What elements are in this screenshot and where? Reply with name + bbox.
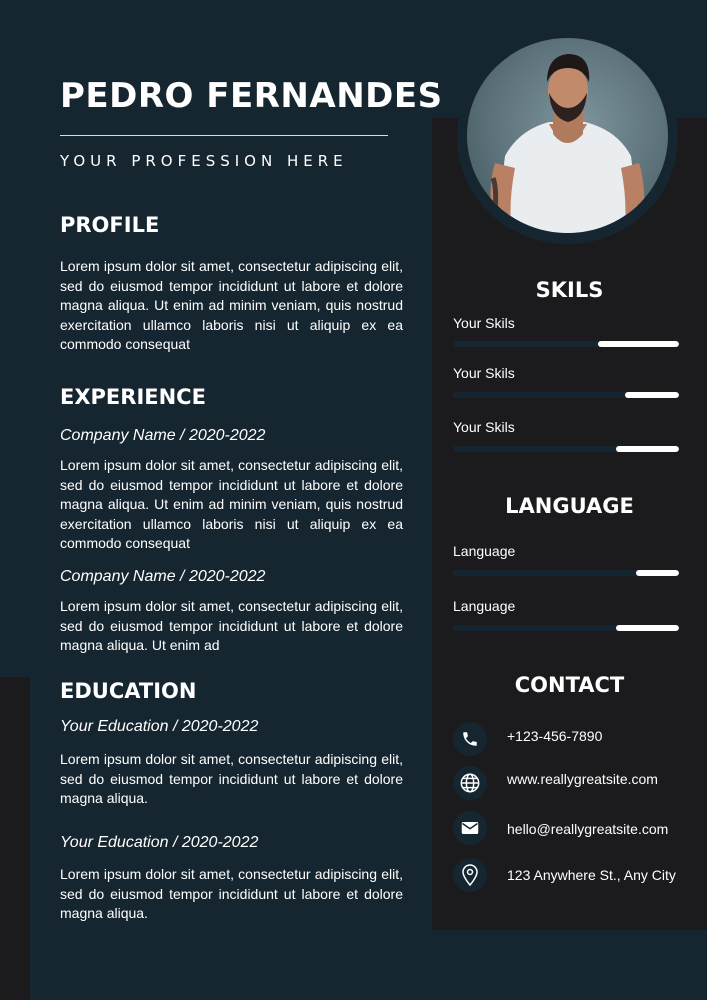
phone-icon	[453, 722, 487, 756]
education-heading: EDUCATION	[60, 679, 197, 703]
phone-number[interactable]: +123-456-7890	[507, 728, 603, 744]
education-text: Lorem ipsum dolor sit amet, consectetur adipiscing elit, sed do eiusmod tempor incididunt ut labore et dolore magna aliqua.	[60, 751, 403, 806]
education-title: Your Education / 2020-2022	[60, 718, 259, 735]
language-label: Language	[453, 598, 516, 614]
skill-bar-fill	[625, 392, 679, 398]
left-accent-strip	[0, 677, 30, 1000]
profile-text: Lorem ipsum dolor sit amet, consectetur adipiscing elit, sed do eiusmod tempor incididunt ut labore et dolore magna aliqua. Ut enim ad minim veniam, quis nostrud exercitation ullamco laboris nisi ut aliquip ex ea commodo consequat	[60, 258, 403, 352]
globe-icon	[453, 766, 487, 800]
experience-heading: EXPERIENCE	[60, 385, 206, 409]
experience-text: Lorem ipsum dolor sit amet, consectetur adipiscing elit, sed do eiusmod tempor incididunt ut labore et dolore magna aliqua. Ut enim ad	[60, 598, 403, 653]
language-bar-fill	[616, 625, 679, 631]
email-link[interactable]: hello@reallygreatsite.com	[507, 821, 669, 837]
mail-icon	[453, 811, 487, 845]
skill-label: Your Skils	[453, 315, 515, 331]
education-text: Lorem ipsum dolor sit amet, consectetur adipiscing elit, sed do eiusmod tempor incididunt ut labore et dolore magna aliqua.	[60, 866, 403, 921]
language-bar-fill	[636, 570, 679, 576]
location-pin-icon	[453, 858, 487, 892]
contact-heading: CONTACT	[514, 673, 625, 697]
skill-bar-fill	[598, 341, 679, 347]
language-label: Language	[453, 543, 516, 559]
language-bar	[453, 570, 679, 576]
website-link[interactable]: www.reallygreatsite.com	[507, 771, 658, 787]
language-heading: LANGUAGE	[505, 494, 634, 518]
experience-text: Lorem ipsum dolor sit amet, consectetur adipiscing elit, sed do eiusmod tempor incididunt ut labore et dolore magna aliqua. Ut enim ad minim veniam, quis nostrud exercitation ullamco laboris nisi ut aliquip ex ea commodo consequat	[60, 457, 403, 551]
skill-bar	[453, 341, 679, 347]
experience-title: Company Name / 2020-2022	[60, 568, 266, 585]
education-title: Your Education / 2020-2022	[60, 834, 259, 851]
candidate-name: PEDRO FERNANDES	[60, 76, 443, 116]
profile-heading: PROFILE	[60, 213, 160, 237]
skill-bar	[453, 446, 679, 452]
profile-photo	[467, 38, 668, 233]
skill-bar-fill	[616, 446, 679, 452]
address-text: 123 Anywhere St., Any City	[507, 867, 676, 883]
skill-label: Your Skils	[453, 419, 515, 435]
profession-title: YOUR PROFESSION HERE	[60, 152, 348, 170]
skills-heading: SKILS	[535, 278, 604, 302]
skill-label: Your Skils	[453, 365, 515, 381]
skill-bar	[453, 392, 679, 398]
experience-title: Company Name / 2020-2022	[60, 427, 266, 444]
name-divider	[60, 135, 388, 136]
language-bar	[453, 625, 679, 631]
